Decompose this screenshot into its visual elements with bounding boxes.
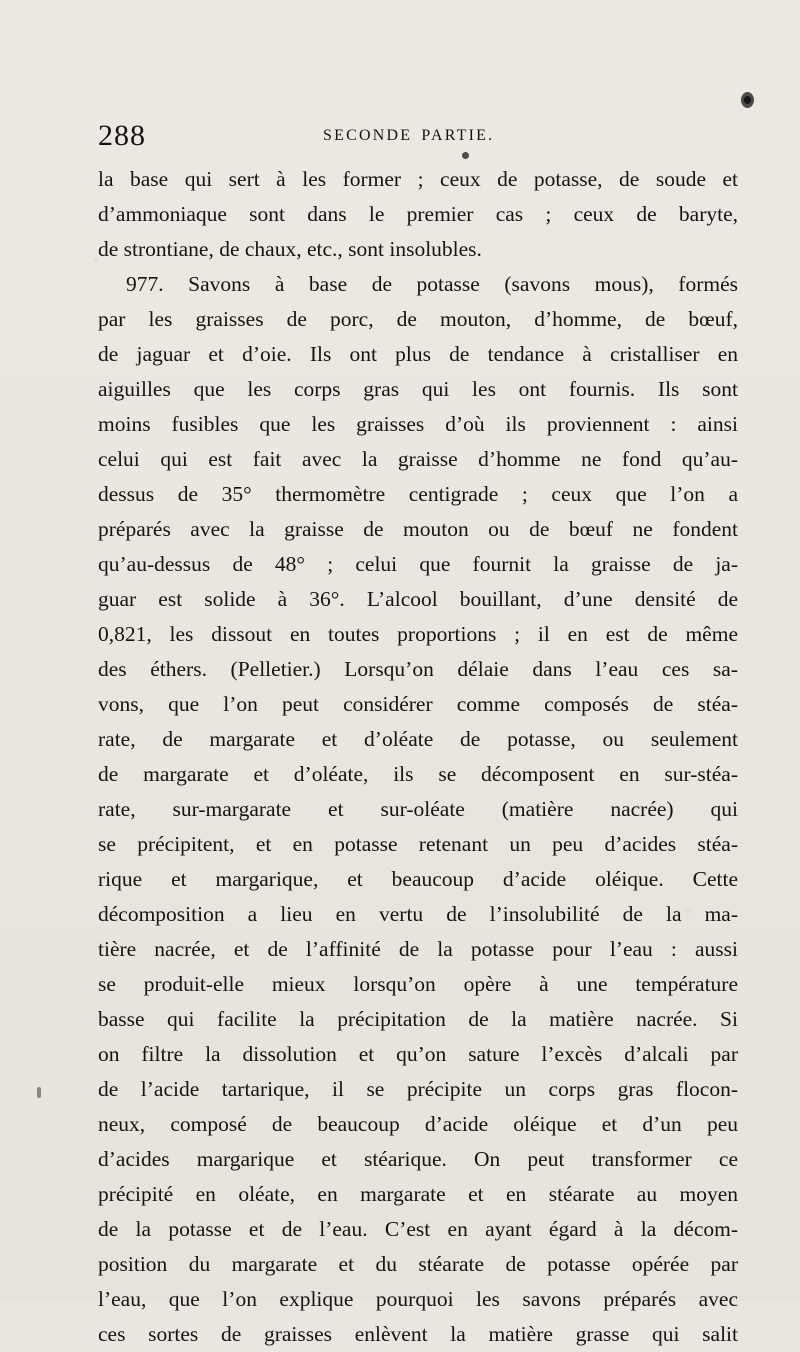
text-line: rique et margarique, et beaucoup d’acide oléique. Cette — [98, 867, 738, 891]
text-line: guar est solide à 36°. L’alcool bouillant, d’une densité de — [98, 587, 738, 611]
text-line: se produit-elle mieux lorsqu’on opère à une température — [98, 972, 738, 996]
text-line: d’acides margarique et stéarique. On peut transformer ce — [98, 1147, 738, 1171]
text-line: de jaguar et d’oie. Ils ont plus de tendance à cristalliser en — [98, 342, 738, 366]
page-number: 288 — [98, 119, 146, 152]
page-header — [98, 118, 742, 158]
text-line: rate, de margarate et d’oléate de potasse, ou seulement — [98, 727, 738, 751]
text-line: qu’au-dessus de 48° ; celui que fournit la graisse de ja- — [98, 552, 738, 576]
text-line: décomposition a lieu en vertu de l’insolubilité de la ma- — [98, 902, 738, 926]
text-line: rate, sur-margarate et sur-oléate (matière nacrée) qui — [98, 797, 738, 821]
text-line: 0,821, les dissout en toutes proportions ; il en est de même — [98, 622, 738, 646]
text-line: de margarate et d’oléate, ils se décomposent en sur-stéa- — [98, 762, 738, 786]
text-line: dessus de 35° thermomètre centigrade ; ceux que l’on a — [98, 482, 738, 506]
text-line: par les graisses de porc, de mouton, d’homme, de bœuf, — [98, 307, 738, 331]
text-line: basse qui facilite la précipitation de la matière nacrée. Si — [98, 1007, 738, 1031]
text-line: de strontiane, de chaux, etc., sont insolubles. — [98, 237, 482, 261]
text-line: ces sortes de graisses enlèvent la matière grasse qui salit — [98, 1322, 738, 1346]
ink-spot — [741, 92, 754, 108]
text-line: vons, que l’on peut considérer comme composés de stéa- — [98, 692, 738, 716]
text-line: position du margarate et du stéarate de potasse opérée par — [98, 1252, 738, 1276]
text-line: on filtre la dissolution et qu’on sature l’excès d’alcali par — [98, 1042, 738, 1066]
text-line: tière nacrée, et de l’affinité de la potasse pour l’eau : aussi — [98, 937, 738, 961]
text-line: se précipitent, et en potasse retenant un peu d’acides stéa- — [98, 832, 738, 856]
text-line: de la potasse et de l’eau. C’est en ayant égard à la décom- — [98, 1217, 738, 1241]
ink-spot — [744, 96, 751, 104]
text-line: d’ammoniaque sont dans le premier cas ; ceux de baryte, — [98, 202, 738, 226]
text-line: moins fusibles que les graisses d’où ils proviennent : ainsi — [98, 412, 738, 436]
text-line: celui qui est fait avec la graisse d’homme ne fond qu’au- — [98, 447, 738, 471]
text-line: l’eau, que l’on explique pourquoi les savons préparés avec — [98, 1287, 738, 1311]
text-line: aiguilles que les corps gras qui les ont fournis. Ils sont — [98, 377, 738, 401]
text-line: la base qui sert à les former ; ceux de potasse, de soude et — [98, 167, 738, 191]
body-text — [98, 162, 738, 1352]
text-line: 977. Savons à base de potasse (savons mous), formés — [126, 272, 738, 296]
text-line: précipité en oléate, en margarate et en stéarate au moyen — [98, 1182, 738, 1206]
text-line: des éthers. (Pelletier.) Lorsqu’on délaie dans l’eau ces sa- — [98, 657, 738, 681]
text-line: préparés avec la graisse de mouton ou de bœuf ne fondent — [98, 517, 738, 541]
text-line: de l’acide tartarique, il se précipite un corps gras flocon- — [98, 1077, 738, 1101]
text-line: neux, composé de beaucoup d’acide oléique et d’un peu — [98, 1112, 738, 1136]
running-head: SECONDE PARTIE. — [323, 127, 495, 144]
ink-spot — [37, 1087, 41, 1098]
